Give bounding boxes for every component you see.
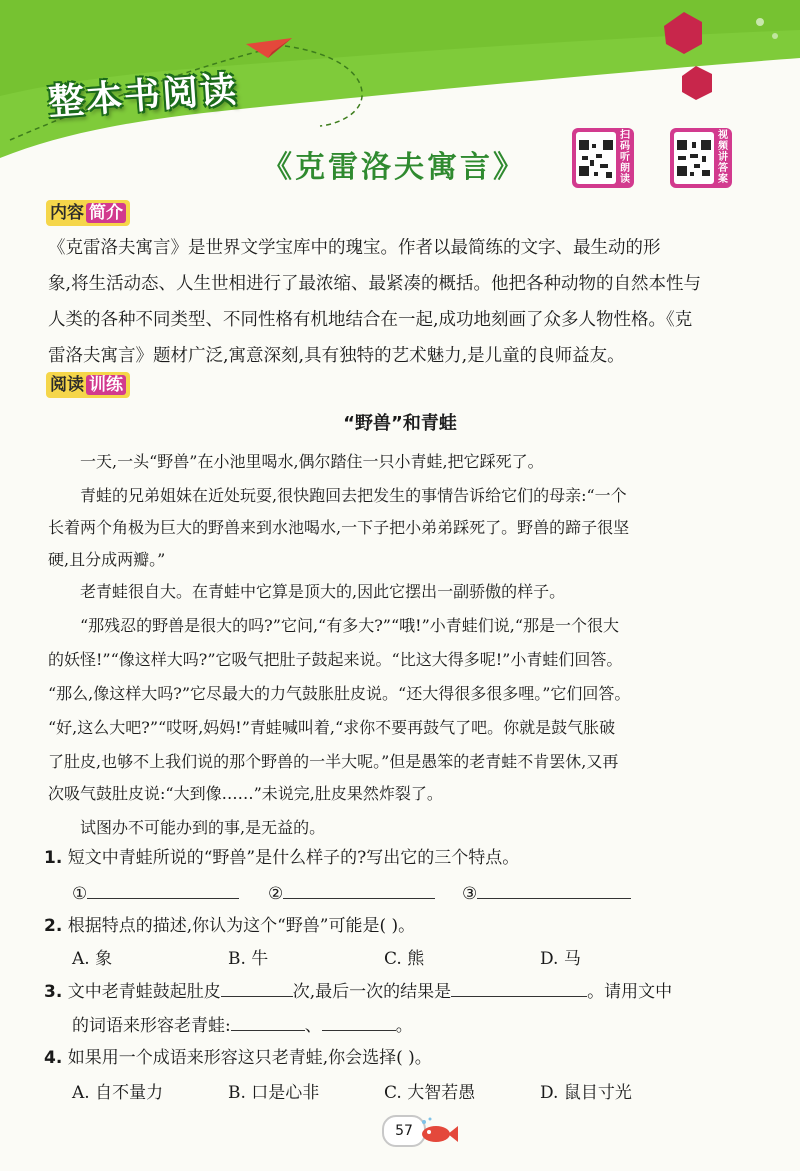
intro-tag <box>46 200 130 226</box>
q4-option-a[interactable]: A. 自不量力 <box>72 1083 164 1103</box>
story-line: 青蛙的兄弟姐妹在近处玩耍,很快跑回去把发生的事情告诉给它们的母亲:“一个 <box>80 486 627 505</box>
q1-mark: ① <box>72 884 88 904</box>
q3-blank-word-2[interactable] <box>322 1012 396 1031</box>
q1-answer-3 <box>462 880 631 906</box>
story-line: “好,这么大吧?”“哎呀,妈妈!”青蛙喊叫着,“求你不要再鼓气了吧。你就是鼓气胀破 <box>48 718 616 737</box>
question-text: 如果用一个成语来形容这只老青蛙,你会选择( )。 <box>67 1048 432 1068</box>
story-line: “那么,像这样大吗?”它尽最大的力气鼓胀肚皮说。“还大得很多很多哩。”它们回答。 <box>48 684 631 703</box>
qr-code-icon <box>576 132 616 184</box>
story-line: 长着两个角极为巨大的野兽来到水池喝水,一下子把小弟弟踩死了。野兽的蹄子很坚 <box>48 518 630 537</box>
q1-blank-1[interactable] <box>87 880 239 899</box>
q2-option-b[interactable]: B. 牛 <box>228 949 269 969</box>
q2-option-d[interactable]: D. 马 <box>540 949 581 969</box>
q2-option-c[interactable]: C. 熊 <box>384 949 425 969</box>
training-tag-b: 训练 <box>86 375 126 395</box>
qr-code-video[interactable] <box>670 128 732 188</box>
q1-blank-2[interactable] <box>283 880 435 899</box>
intro-line: 雷洛夫寓言》题材广泛,寓意深刻,具有独特的艺术魅力,是儿童的良师益友。 <box>48 346 625 366</box>
qr-code-listen[interactable] <box>572 128 634 188</box>
question-2 <box>44 914 415 938</box>
q3-blank-result[interactable] <box>451 978 587 997</box>
q3-blank-word-1[interactable] <box>231 1012 305 1031</box>
question-number: 3. <box>44 982 63 1002</box>
q1-answer-1 <box>72 880 239 906</box>
story-line: 的妖怪!”“像这样大吗?”它吸气把肚子鼓起来说。“比这大得多呢!”小青蛙们回答。 <box>48 650 623 669</box>
story-line: 了肚皮,也够不上我们说的那个野兽的一半大呢。”但是愚笨的老青蛙不肯罢休,又再 <box>48 752 619 771</box>
question-number: 2. <box>44 916 63 936</box>
story-line: 一天,一头“野兽”在小池里喝水,偶尔踏住一只小青蛙,把它踩死了。 <box>80 452 544 471</box>
intro-line: 象,将生活动态、人生世相进行了最浓缩、最紧凑的概括。他把各种动物的自然本性与 <box>48 274 702 294</box>
fish-icon <box>418 1116 458 1146</box>
question-text: 的词语来形容老青蛙: <box>72 1016 231 1036</box>
intro-tag-a: 内容 <box>50 203 84 223</box>
intro-tag-b: 简介 <box>86 203 126 223</box>
question-text: 根据特点的描述,你认为这个“野兽”可能是( )。 <box>67 916 416 936</box>
training-tag-a: 阅读 <box>50 375 84 395</box>
question-number: 1. <box>44 848 63 868</box>
question-text: 短文中青蛙所说的“野兽”是什么样子的?写出它的三个特点。 <box>67 848 520 868</box>
question-3-line-2 <box>72 1012 413 1038</box>
story-line: 次吸气鼓肚皮说:“大到像……”未说完,肚皮果然炸裂了。 <box>48 784 443 803</box>
q1-mark: ③ <box>462 884 478 904</box>
q4-option-d[interactable]: D. 鼠目寸光 <box>540 1083 632 1103</box>
question-number: 4. <box>44 1048 63 1068</box>
q3-end: 。 <box>395 1016 413 1036</box>
story-title: “野兽”和青蛙 <box>343 413 457 434</box>
intro-line: 人类的各种不同类型、不同性格有机地结合在一起,成功地刻画了众多人物性格。《克 <box>48 310 693 330</box>
q1-blank-3[interactable] <box>477 880 631 899</box>
q1-answer-2 <box>268 880 435 906</box>
training-tag <box>46 372 130 398</box>
qr-code-icon <box>674 132 714 184</box>
qr-label: 扫码听朗读 <box>620 130 630 185</box>
series-title: 整本书阅读 <box>47 69 240 124</box>
question-text: 。请用文中 <box>587 982 673 1002</box>
q1-mark: ② <box>268 884 284 904</box>
q4-option-b[interactable]: B. 口是心非 <box>228 1083 320 1103</box>
story-line: 试图办不可能办到的事,是无益的。 <box>80 818 326 837</box>
story-line: “那残忍的野兽是很大的吗?”它问,“有多大?”“哦!”小青蛙们说,“那是一个很大 <box>80 616 620 635</box>
q3-blank-count[interactable] <box>221 978 293 997</box>
qr-label: 视频讲答案 <box>718 130 728 185</box>
story-line: 硬,且分成两瓣。” <box>48 550 166 569</box>
question-3 <box>44 978 672 1004</box>
page-number: 57 <box>382 1115 426 1147</box>
intro-line: 《克雷洛夫寓言》是世界文学宝库中的瑰宝。作者以最简练的文字、最生动的形 <box>48 238 661 258</box>
q3-separator: 、 <box>304 1016 322 1036</box>
q2-option-a[interactable]: A. 象 <box>72 949 113 969</box>
question-1 <box>44 846 519 870</box>
question-text: 次,最后一次的结果是 <box>292 982 452 1002</box>
book-title: 《克雷洛夫寓言》 <box>262 150 526 185</box>
q4-option-c[interactable]: C. 大智若愚 <box>384 1083 476 1103</box>
question-text: 文中老青蛙鼓起肚皮 <box>67 982 221 1002</box>
story-line: 老青蛙很自大。在青蛙中它算是顶大的,因此它摆出一副骄傲的样子。 <box>80 582 566 601</box>
question-4 <box>44 1046 432 1070</box>
